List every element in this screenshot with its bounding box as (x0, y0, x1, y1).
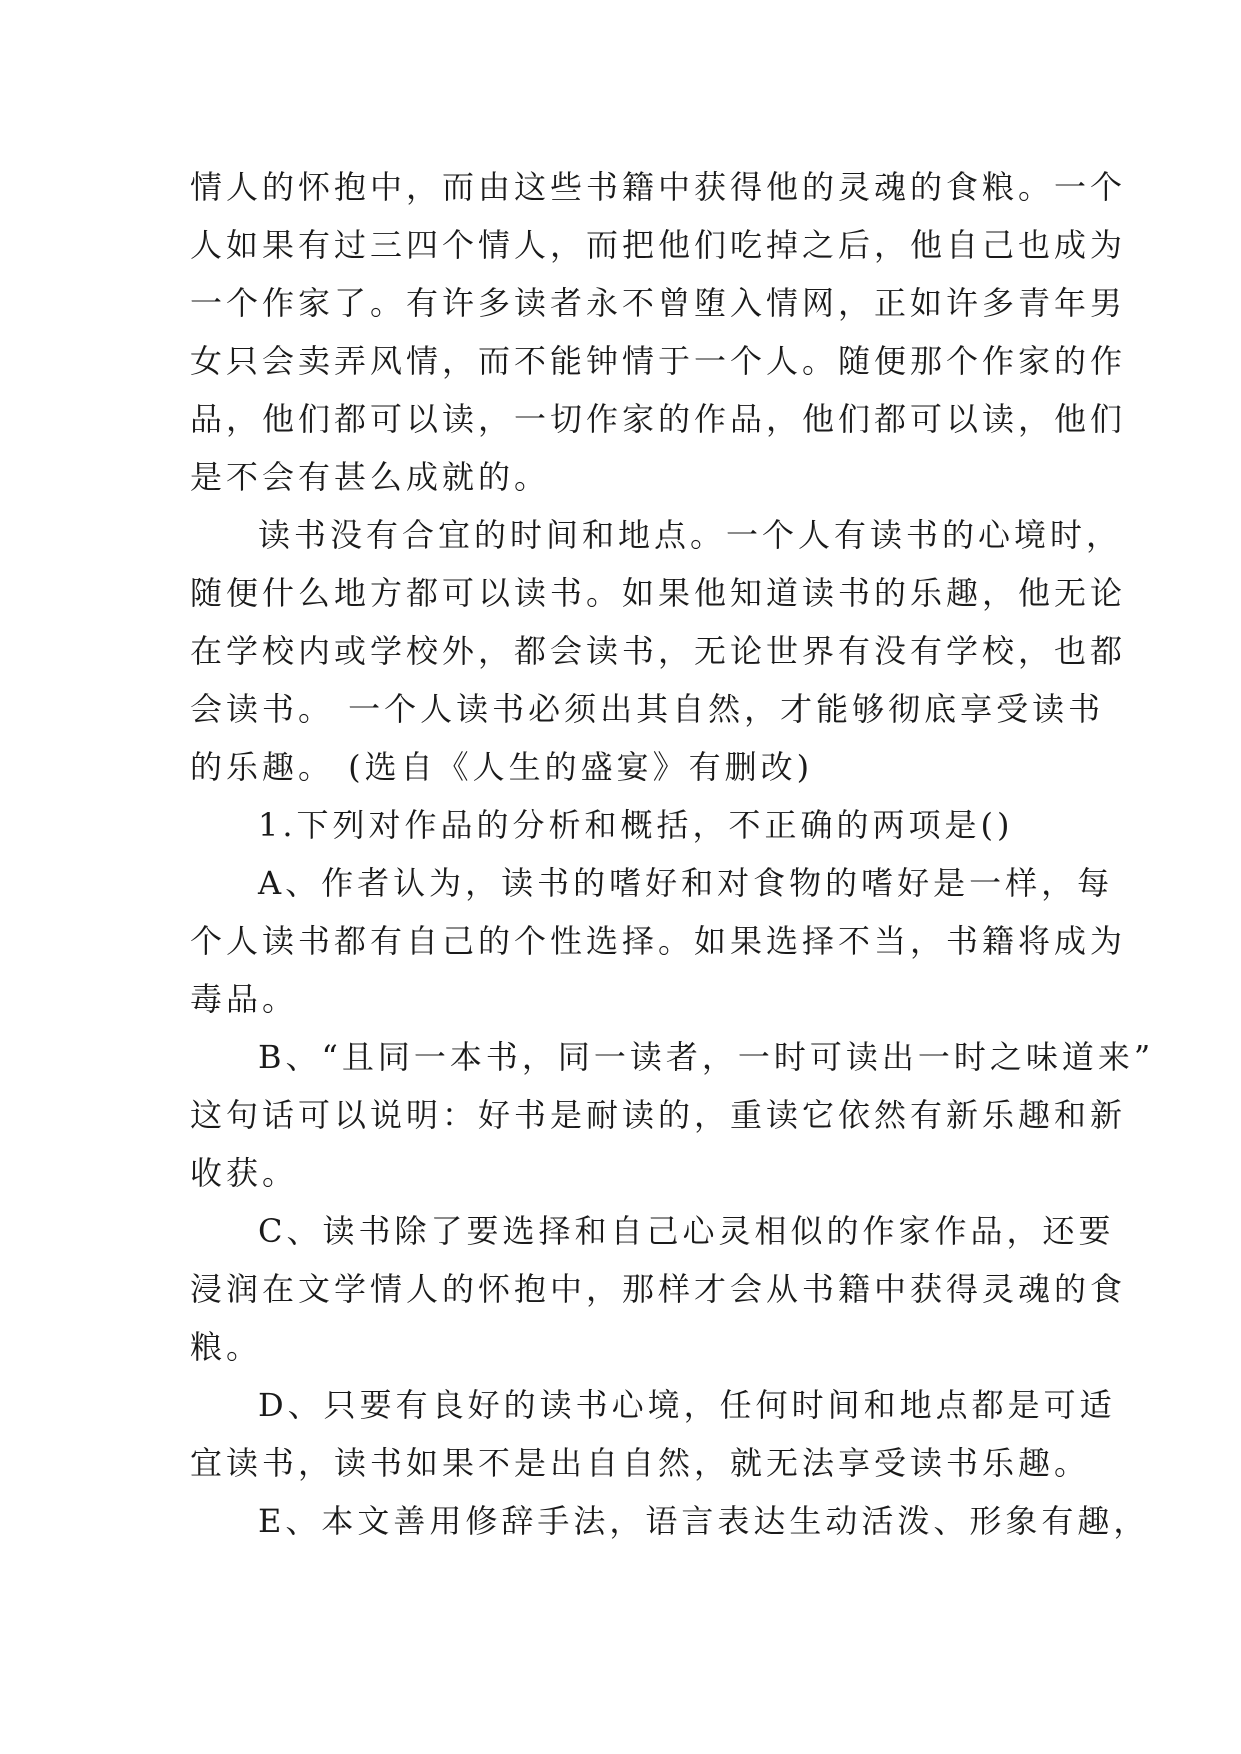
text-line: 是不会有甚么成就的。 (190, 458, 551, 496)
option-b-line: B、“且同一本书，同一读者，一时可读出一时之味道来” (258, 1038, 1155, 1076)
option-c-line: C、读书除了要选择和自己心灵相似的作家作品，还要 (258, 1212, 1115, 1250)
option-b-line: 这句话可以说明：好书是耐读的，重读它依然有新乐趣和新 (190, 1096, 1127, 1134)
question-line: 1.下列对作品的分析和概括，不正确的两项是() (258, 806, 1014, 844)
option-b-line: 收获。 (190, 1154, 299, 1192)
text-line: 情人的怀抱中，而由这些书籍中获得他的灵魂的食粮。一个 (190, 168, 1127, 206)
option-d-line: D、只要有良好的读书心境，任何时间和地点都是可适 (258, 1386, 1116, 1424)
text-line: 会读书。 一个人读书必须出其自然，才能够彻底享受读书 (190, 690, 1105, 728)
text-line: 人如果有过三四个情人，而把他们吃掉之后，他自己也成为 (190, 226, 1127, 264)
option-a-line: A、作者认为，读书的嗜好和对食物的嗜好是一样，每 (258, 864, 1114, 902)
document-body (190, 158, 1155, 1550)
option-e-line: E、本文善用修辞手法，语言表达生动活泼、形象有趣， (258, 1502, 1150, 1540)
option-c-line: 粮。 (190, 1328, 263, 1366)
text-line: 一个作家了。有许多读者永不曾堕入情网，正如许多青年男 (190, 284, 1127, 322)
option-a-line: 毒品。 (190, 980, 299, 1018)
text-line: 在学校内或学校外，都会读书，无论世界有没有学校，也都 (190, 632, 1127, 670)
text-line: 随便什么地方都可以读书。如果他知道读书的乐趣，他无论 (190, 574, 1127, 612)
text-line: 的乐趣。 (选自《人生的盛宴》有删改) (190, 748, 814, 786)
option-a-line: 个人读书都有自己的个性选择。如果选择不当，书籍将成为 (190, 922, 1127, 960)
text-line: 女只会卖弄风情，而不能钟情于一个人。随便那个作家的作 (190, 342, 1127, 380)
option-d-line: 宜读书，读书如果不是出自自然，就无法享受读书乐趣。 (190, 1444, 1091, 1482)
text-line: 品，他们都可以读，一切作家的作品，他们都可以读，他们 (190, 400, 1127, 438)
text-line: 读书没有合宜的时间和地点。一个人有读书的心境时， (258, 516, 1123, 554)
option-c-line: 浸润在文学情人的怀抱中，那样才会从书籍中获得灵魂的食 (190, 1270, 1127, 1308)
